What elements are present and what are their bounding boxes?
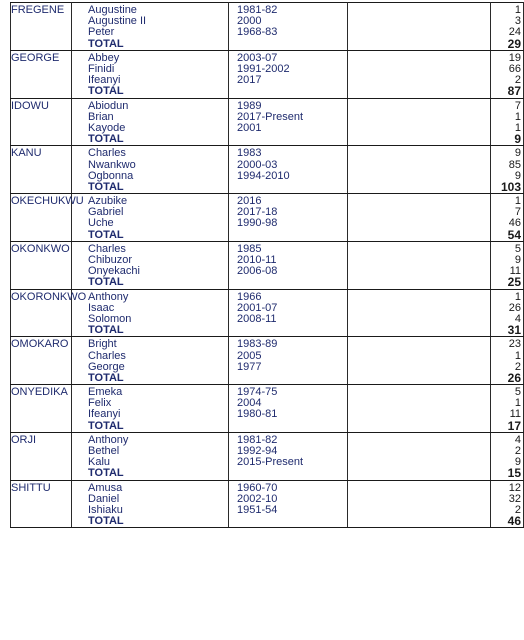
total-row	[11, 373, 524, 385]
first-name-cell: Ogbonna	[72, 171, 229, 182]
spacer-cell	[348, 350, 491, 361]
surname-cell	[11, 421, 72, 433]
surname-cell	[11, 171, 72, 182]
total-value: 17	[491, 421, 524, 433]
years-cell	[229, 277, 348, 289]
years-cell	[229, 134, 348, 146]
surname-cell	[11, 516, 72, 528]
first-name-cell: Finidi	[72, 64, 229, 75]
spacer-cell	[348, 398, 491, 409]
caps-count-cell: 1	[491, 350, 524, 361]
spacer-cell	[348, 241, 491, 255]
years-cell: 1983-89	[229, 337, 348, 351]
total-label: TOTAL	[72, 373, 229, 385]
first-name-cell: Isaac	[72, 303, 229, 314]
first-name-cell: Solomon	[72, 314, 229, 325]
first-name-cell: Abbey	[72, 50, 229, 64]
years-cell: 2008-11	[229, 314, 348, 325]
first-name-cell: Anthony	[72, 289, 229, 303]
first-name-cell: Uche	[72, 218, 229, 229]
first-name-cell: Charles	[72, 241, 229, 255]
years-cell: 2016	[229, 194, 348, 208]
surname-cell	[11, 16, 72, 27]
spacer-cell	[348, 123, 491, 134]
total-row	[11, 468, 524, 480]
years-cell: 2017-Present	[229, 112, 348, 123]
surname-cell	[11, 350, 72, 361]
surname-cell	[11, 457, 72, 468]
first-name-cell: Augustine	[72, 3, 229, 17]
first-name-cell: Emeka	[72, 385, 229, 399]
surname-cell	[11, 112, 72, 123]
spacer-cell	[348, 194, 491, 208]
first-name-cell: Brian	[72, 112, 229, 123]
total-value: 9	[491, 134, 524, 146]
caps-count-cell: 46	[491, 218, 524, 229]
surname-cell: SHITTU	[11, 480, 72, 494]
surname-cell	[11, 325, 72, 337]
total-label: TOTAL	[72, 325, 229, 337]
first-name-cell: Chibuzor	[72, 255, 229, 266]
caps-count-cell: 5	[491, 385, 524, 399]
years-cell	[229, 373, 348, 385]
years-cell: 1966	[229, 289, 348, 303]
years-cell: 1960-70	[229, 480, 348, 494]
total-row	[11, 230, 524, 242]
surname-cell	[11, 255, 72, 266]
total-label: TOTAL	[72, 230, 229, 242]
first-name-cell: Ishiaku	[72, 505, 229, 516]
years-cell: 2000-03	[229, 159, 348, 170]
surname-cell	[11, 159, 72, 170]
surname-cell	[11, 75, 72, 86]
years-cell: 2005	[229, 350, 348, 361]
surname-cell	[11, 303, 72, 314]
table-body	[11, 3, 524, 528]
table-row	[11, 289, 524, 303]
caps-count-cell: 11	[491, 266, 524, 277]
surname-cell	[11, 230, 72, 242]
spacer-cell	[348, 159, 491, 170]
surname-cell	[11, 182, 72, 194]
surname-cell: OMOKARO	[11, 337, 72, 351]
total-label: TOTAL	[72, 468, 229, 480]
spacer-cell	[348, 337, 491, 351]
years-cell: 2015-Present	[229, 457, 348, 468]
total-row	[11, 421, 524, 433]
table-row	[11, 432, 524, 446]
first-name-cell: Onyekachi	[72, 266, 229, 277]
first-name-cell: Bright	[72, 337, 229, 351]
spacer-cell	[348, 3, 491, 17]
surname-cell	[11, 134, 72, 146]
surname-caps-table	[10, 2, 524, 528]
spacer-cell	[348, 207, 491, 218]
spacer-cell	[348, 134, 491, 146]
surname-cell: ORJI	[11, 432, 72, 446]
caps-count-cell: 1	[491, 398, 524, 409]
caps-count-cell: 1	[491, 112, 524, 123]
total-row	[11, 86, 524, 98]
caps-count-cell: 26	[491, 303, 524, 314]
total-value: 103	[491, 182, 524, 194]
years-cell: 1974-75	[229, 385, 348, 399]
surname-cell: IDOWU	[11, 98, 72, 112]
table-row	[11, 385, 524, 399]
years-cell: 1981-82	[229, 3, 348, 17]
total-label: TOTAL	[72, 277, 229, 289]
table-row	[11, 27, 524, 38]
spacer-cell	[348, 409, 491, 420]
surname-cell	[11, 362, 72, 373]
years-cell	[229, 421, 348, 433]
spacer-cell	[348, 266, 491, 277]
first-name-cell: Charles	[72, 146, 229, 160]
surname-cell	[11, 398, 72, 409]
years-cell: 2006-08	[229, 266, 348, 277]
caps-count-cell: 2	[491, 362, 524, 373]
caps-count-cell: 66	[491, 64, 524, 75]
years-cell: 2001-07	[229, 303, 348, 314]
spacer-cell	[348, 182, 491, 194]
years-cell: 1980-81	[229, 409, 348, 420]
caps-count-cell: 12	[491, 480, 524, 494]
total-row	[11, 134, 524, 146]
first-name-cell: Gabriel	[72, 207, 229, 218]
first-name-cell: Anthony	[72, 432, 229, 446]
years-cell: 1951-54	[229, 505, 348, 516]
total-row	[11, 516, 524, 528]
spacer-cell	[348, 373, 491, 385]
table-row	[11, 98, 524, 112]
spacer-cell	[348, 432, 491, 446]
table-row	[11, 409, 524, 420]
spacer-cell	[348, 446, 491, 457]
total-label: TOTAL	[72, 421, 229, 433]
years-cell: 2003-07	[229, 50, 348, 64]
caps-count-cell: 32	[491, 494, 524, 505]
spacer-cell	[348, 277, 491, 289]
table-row	[11, 337, 524, 351]
years-cell: 2004	[229, 398, 348, 409]
spacer-cell	[348, 325, 491, 337]
spacer-cell	[348, 457, 491, 468]
total-value: 31	[491, 325, 524, 337]
surname-cell: GEORGE	[11, 50, 72, 64]
surname-cell: FREGENE	[11, 3, 72, 17]
caps-count-cell: 19	[491, 50, 524, 64]
first-name-cell: Felix	[72, 398, 229, 409]
total-value: 29	[491, 39, 524, 51]
surname-cell	[11, 39, 72, 51]
years-cell: 1985	[229, 241, 348, 255]
first-name-cell: Kalu	[72, 457, 229, 468]
total-label: TOTAL	[72, 182, 229, 194]
spacer-cell	[348, 385, 491, 399]
spacer-cell	[348, 303, 491, 314]
surname-cell: OKONKWO	[11, 242, 70, 255]
total-value: 46	[491, 516, 524, 528]
spacer-cell	[348, 146, 491, 160]
spacer-cell	[348, 255, 491, 266]
years-cell: 2001	[229, 123, 348, 134]
spacer-cell	[348, 112, 491, 123]
years-cell: 1990-98	[229, 218, 348, 229]
years-cell	[229, 182, 348, 194]
surname-cell	[11, 64, 72, 75]
caps-count-cell: 1	[491, 123, 524, 134]
first-name-cell: Bethel	[72, 446, 229, 457]
surname-cell	[11, 218, 72, 229]
caps-count-cell: 11	[491, 409, 524, 420]
surname-cell: ONYEDIKA	[11, 385, 72, 399]
total-row	[11, 325, 524, 337]
surname-cell	[11, 207, 72, 218]
caps-count-cell: 7	[491, 207, 524, 218]
years-cell: 1991-2002	[229, 64, 348, 75]
total-label: TOTAL	[72, 39, 229, 51]
caps-count-cell: 9	[491, 457, 524, 468]
years-cell	[229, 325, 348, 337]
total-value: 54	[491, 230, 524, 242]
first-name-cell: Amusa	[72, 480, 229, 494]
caps-count-cell: 2	[491, 446, 524, 457]
surname-cell	[11, 277, 72, 289]
total-label: TOTAL	[72, 86, 229, 98]
surname-cell: KANU	[11, 146, 72, 160]
total-label: TOTAL	[72, 516, 229, 528]
first-name-cell: Peter	[72, 27, 229, 38]
first-name-cell: Nwankwo	[72, 159, 229, 170]
surname-cell	[11, 505, 72, 516]
spacer-cell	[348, 421, 491, 433]
spacer-cell	[348, 218, 491, 229]
table-row	[11, 50, 524, 64]
years-cell: 2000	[229, 16, 348, 27]
spacer-cell	[348, 516, 491, 528]
first-name-cell: Kayode	[72, 123, 229, 134]
spacer-cell	[348, 50, 491, 64]
first-name-cell: Augustine II	[72, 16, 229, 27]
table-row	[11, 159, 524, 170]
caps-count-cell: 2	[491, 75, 524, 86]
spacer-cell	[348, 494, 491, 505]
years-cell: 1994-2010	[229, 171, 348, 182]
spacer-cell	[348, 171, 491, 182]
spacer-cell	[348, 86, 491, 98]
caps-count-cell: 3	[491, 16, 524, 27]
caps-count-cell: 23	[491, 337, 524, 351]
caps-count-cell: 4	[491, 314, 524, 325]
surname-cell	[11, 27, 72, 38]
surname-cell	[11, 373, 72, 385]
total-value: 87	[491, 86, 524, 98]
spacer-cell	[348, 98, 491, 112]
spacer-cell	[348, 314, 491, 325]
first-name-cell: Abiodun	[72, 98, 229, 112]
years-cell: 1977	[229, 362, 348, 373]
caps-count-cell: 9	[491, 171, 524, 182]
total-value: 25	[491, 277, 524, 289]
total-row	[11, 39, 524, 51]
years-cell	[229, 39, 348, 51]
table-row	[11, 480, 524, 494]
table-row	[11, 350, 524, 361]
caps-count-cell: 1	[491, 289, 524, 303]
years-cell: 2017	[229, 75, 348, 86]
total-row	[11, 277, 524, 289]
caps-count-cell: 85	[491, 159, 524, 170]
total-label: TOTAL	[72, 134, 229, 146]
years-cell	[229, 468, 348, 480]
total-value: 15	[491, 468, 524, 480]
surname-cell	[11, 86, 72, 98]
total-value: 26	[491, 373, 524, 385]
spacer-cell	[348, 16, 491, 27]
caps-count-cell: 5	[491, 241, 524, 255]
spacer-cell	[348, 480, 491, 494]
table-row	[11, 3, 524, 17]
caps-count-cell: 4	[491, 432, 524, 446]
years-cell: 2010-11	[229, 255, 348, 266]
years-cell: 1989	[229, 98, 348, 112]
surname-cell	[11, 494, 72, 505]
surname-cell	[11, 266, 72, 277]
total-row	[11, 182, 524, 194]
surname-cell	[11, 314, 72, 325]
surname-cell	[11, 446, 72, 457]
years-cell: 1983	[229, 146, 348, 160]
spacer-cell	[348, 230, 491, 242]
spacer-cell	[348, 505, 491, 516]
spacer-cell	[348, 75, 491, 86]
surname-cell: OKECHUKWU	[11, 195, 84, 208]
first-name-cell: Daniel	[72, 494, 229, 505]
surname-cell: OKORONKWO	[11, 290, 87, 303]
spacer-cell	[348, 362, 491, 373]
first-name-cell: Azubike	[72, 194, 229, 208]
caps-count-cell: 1	[491, 3, 524, 17]
spacer-cell	[348, 289, 491, 303]
caps-count-cell: 24	[491, 27, 524, 38]
first-name-cell: Ifeanyi	[72, 75, 229, 86]
years-cell: 2002-10	[229, 494, 348, 505]
first-name-cell: George	[72, 362, 229, 373]
years-cell	[229, 230, 348, 242]
years-cell	[229, 86, 348, 98]
caps-count-cell: 9	[491, 255, 524, 266]
table-row	[11, 146, 524, 160]
years-cell: 1981-82	[229, 432, 348, 446]
first-name-cell: Charles	[72, 350, 229, 361]
surname-cell	[11, 123, 72, 134]
spacer-cell	[348, 64, 491, 75]
table-row	[11, 218, 524, 229]
spacer-cell	[348, 39, 491, 51]
caps-count-cell: 9	[491, 146, 524, 160]
first-name-cell: Ifeanyi	[72, 409, 229, 420]
surname-cell	[11, 468, 72, 480]
years-cell	[229, 516, 348, 528]
years-cell: 2017-18	[229, 207, 348, 218]
table-row	[11, 241, 524, 255]
caps-count-cell: 7	[491, 98, 524, 112]
spacer-cell	[348, 27, 491, 38]
years-cell: 1992-94	[229, 446, 348, 457]
caps-count-cell: 1	[491, 194, 524, 208]
spacer-cell	[348, 468, 491, 480]
table-row	[11, 194, 524, 208]
surname-cell	[11, 409, 72, 420]
years-cell: 1968-83	[229, 27, 348, 38]
caps-count-cell: 2	[491, 505, 524, 516]
